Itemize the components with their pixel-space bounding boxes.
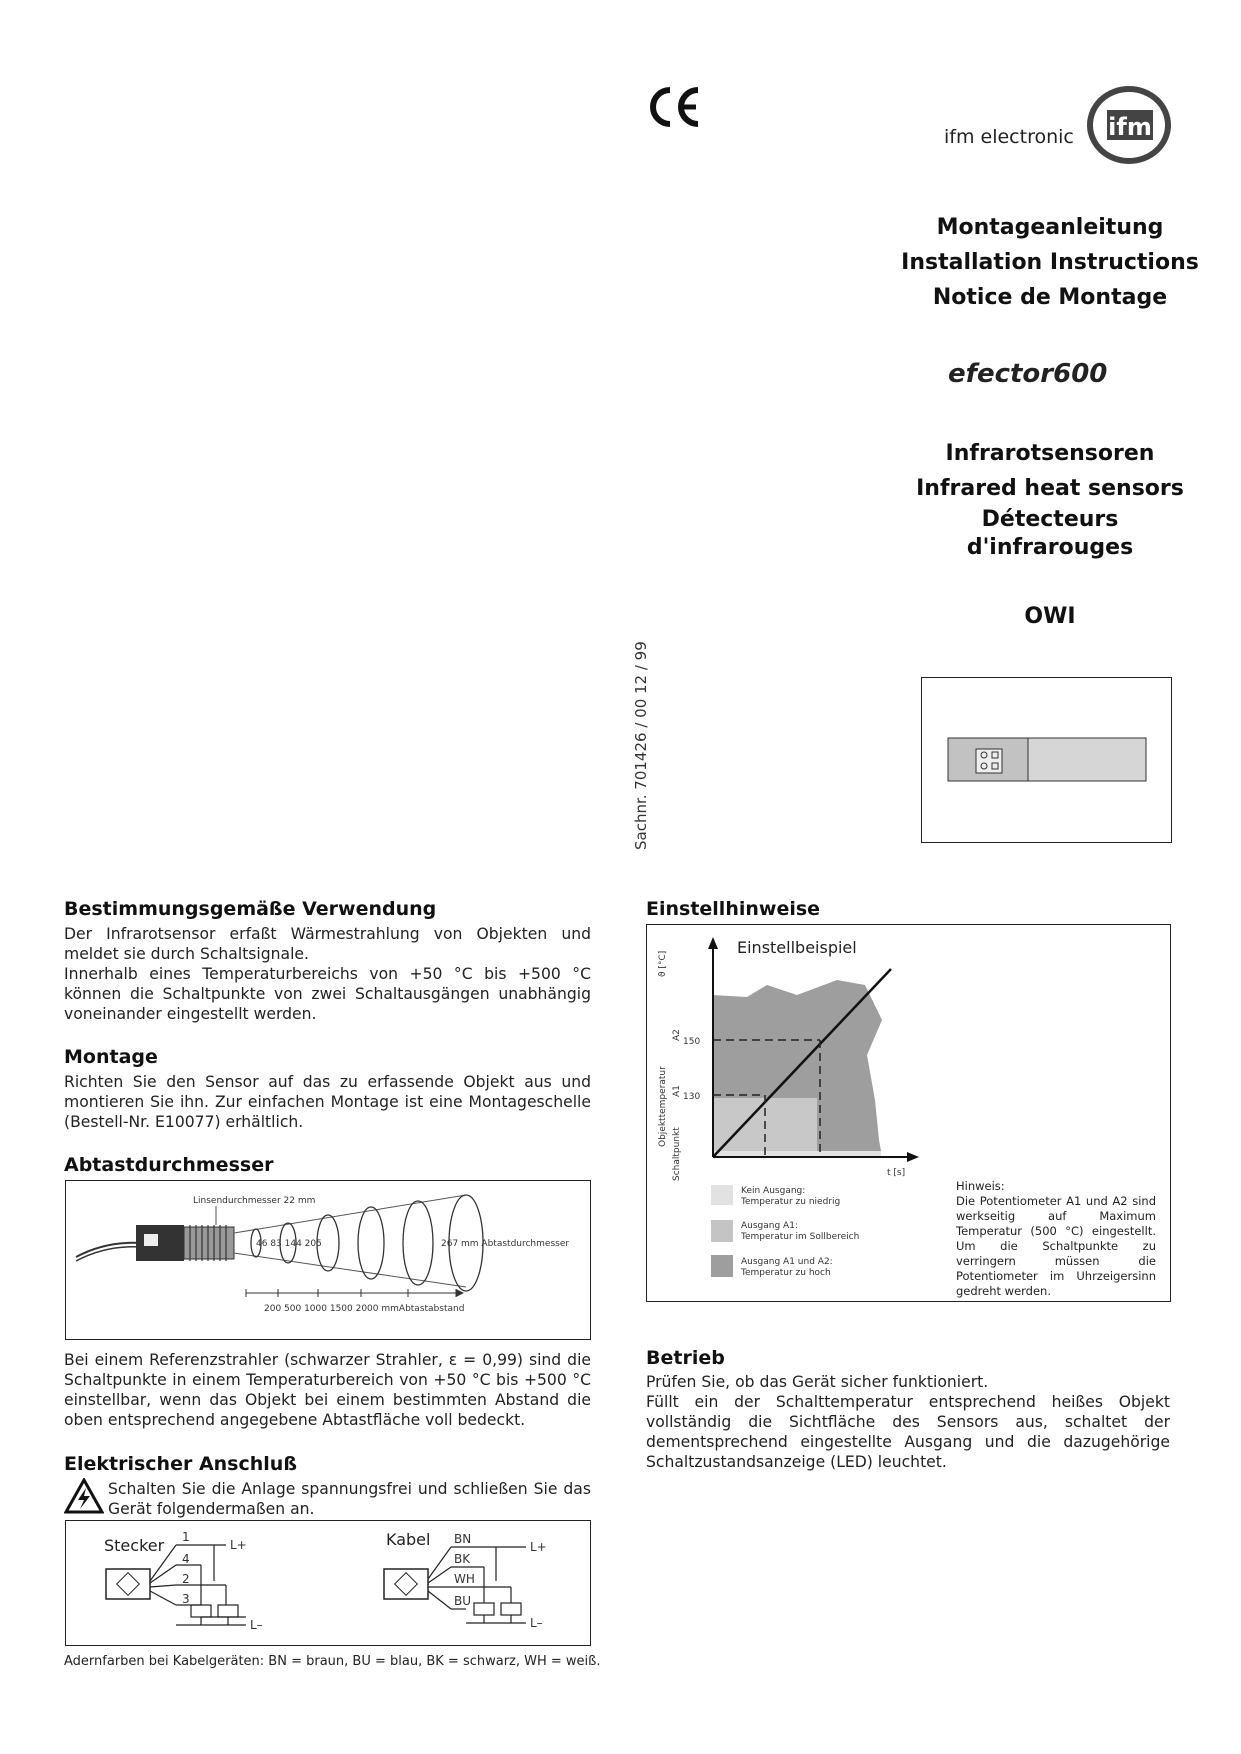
title-fr: Notice de Montage <box>932 285 1168 310</box>
svg-text:4: 4 <box>182 1552 190 1566</box>
a2-label: A2 <box>672 1029 682 1041</box>
product-en: Infrared heat sensors <box>916 476 1184 501</box>
a1-label: A1 <box>672 1085 682 1097</box>
heading-montage: Montage <box>64 1046 158 1068</box>
ylabel-long: Objekttemperatur <box>658 1066 668 1147</box>
svg-text:Kabel: Kabel <box>386 1530 431 1549</box>
chart-title: Einstellbeispiel <box>737 938 857 957</box>
ytick-150: 150 <box>683 1037 701 1047</box>
warning-icon <box>64 1478 104 1518</box>
svg-text:Linsendurchmesser 22 mm: Linsendurchmesser 22 mm <box>193 1196 316 1206</box>
text-betrieb: Prüfen Sie, ob das Gerät sicher funktioniert. Füllt ein der Schalttemperatur entsprechend heißes Objekt vollständig die Sichtfläche des Sensors aus, schaltet der dementsprechend eingestellte Ausgang und die dazugehörige Schaltzustandsanzeige (LED) leuchtet. <box>646 1373 1170 1471</box>
svg-text:L+: L+ <box>230 1538 247 1552</box>
ce-mark-icon <box>646 82 706 132</box>
wiring-diagram <box>65 1520 591 1646</box>
text-montage: Richten Sie den Sensor auf das zu erfassende Objekt aus und montieren Sie ihn. Zur einfachen Montage ist eine Montageschelle (Bestell-Nr. E10077) erhältlich. <box>64 1073 591 1131</box>
hint-text: Die Potentiometer A1 und A2 sind werkseitig auf Maximum Temperatur (500 °C) eingestellt. Um die Schaltpunkte zu verringern müssen die Potentiometer im Uhrzeigersinn gedreht werden. <box>956 1194 1156 1298</box>
sensor-image-icon <box>922 678 1171 842</box>
hint-box <box>956 1179 1156 1299</box>
svg-text:Ausgang A1 und A2:: Ausgang A1 und A2: <box>741 1257 833 1267</box>
text-bestimmung: Der Infrarotsensor erfaßt Wärmestrahlung von Objekten und meldet sie durch Schaltsignale. Innerhalb eines Temperaturbereichs von +50 °C bis +500 °C können die Schaltpunkte von zwei Schaltausgängen unabhängig voneinander eingestellt werden. <box>64 925 591 1023</box>
legend-swatch-2 <box>711 1255 733 1277</box>
xlabel: t [s] <box>887 1168 906 1178</box>
svg-text:BK: BK <box>454 1552 471 1566</box>
svg-text:Stecker: Stecker <box>104 1536 165 1555</box>
efector-logo <box>948 358 1144 392</box>
legend-swatch-0 <box>711 1185 733 1205</box>
product-titles <box>900 436 1200 562</box>
svg-text:ifm: ifm <box>1108 113 1152 141</box>
model-name: OWI <box>1024 604 1076 629</box>
text-warning: Schalten Sie die Anlage spannungsfrei und schließen Sie das Gerät folgendermaßen an. <box>108 1480 591 1518</box>
title-en: Installation Instructions <box>901 250 1199 275</box>
svg-text:3: 3 <box>182 1592 190 1606</box>
svg-text:267 mm Abtastdurchmesser: 267 mm Abtastdurchmesser <box>441 1239 570 1249</box>
ylabel-long2: Schaltpunkt <box>672 1127 682 1181</box>
product-image <box>921 677 1172 843</box>
svg-text:200 500 1000 1500 2000 mmAbtas: 200 500 1000 1500 2000 mmAbtastabstand <box>264 1304 465 1314</box>
wire-colors-footnote: Adernfarben bei Kabelgeräten: BN = braun, BU = blau, BK = schwarz, WH = weiß. <box>64 1654 601 1669</box>
svg-text:1: 1 <box>182 1530 190 1544</box>
title-de: Montageanleitung <box>936 215 1164 240</box>
heading-abtast: Abtastdurchmesser <box>64 1154 274 1176</box>
abtast-figure <box>65 1180 591 1340</box>
ifm-logo <box>1085 84 1173 170</box>
svg-text:46 83 144 205: 46 83 144 205 <box>256 1239 322 1249</box>
einstell-chart <box>646 924 1171 1302</box>
ifm-logo-icon <box>1085 84 1173 166</box>
svg-text:L+: L+ <box>530 1540 547 1554</box>
svg-text:WH: WH <box>454 1572 475 1586</box>
product-de: Infrarotsensoren <box>945 441 1155 466</box>
text-abtast: Bei einem Referenzstrahler (schwarzer Strahler, ε = 0,99) sind die Schaltpunkte in einem Temperaturbereich von +50 °C bis +500 °C einstellbar, wenn das Objekt bei einem bestimmten Abstand die oben entsprechend angegebene Abtastfläche voll bedeckt. <box>64 1351 591 1429</box>
heading-bestimmung: Bestimmungsgemäße Verwendung <box>64 898 437 920</box>
svg-text:L–: L– <box>250 1618 263 1632</box>
svg-text:Kein Ausgang:: Kein Ausgang: <box>741 1186 806 1196</box>
ce-mark <box>646 82 706 136</box>
svg-text:2: 2 <box>182 1572 190 1586</box>
legend <box>711 1185 859 1278</box>
svg-text:Temperatur zu niedrig: Temperatur zu niedrig <box>741 1197 841 1207</box>
hint-title: Hinweis: <box>956 1179 1005 1193</box>
document-titles <box>900 210 1200 315</box>
product-fr-1: Détecteurs <box>981 507 1119 532</box>
svg-text:BU: BU <box>454 1594 472 1608</box>
heading-einstell: Einstellhinweise <box>646 898 821 920</box>
article-number: Sachnr. 701426 / 00 12 / 99 <box>632 641 650 850</box>
ylabel: ϑ [°C] <box>658 950 668 977</box>
svg-text:Temperatur zu hoch: Temperatur zu hoch <box>741 1268 831 1278</box>
heading-anschluss: Elektrischer Anschluß <box>64 1453 297 1475</box>
svg-text:Ausgang A1:: Ausgang A1: <box>741 1221 798 1231</box>
svg-text:BN: BN <box>454 1532 472 1546</box>
svg-text:L–: L– <box>530 1616 543 1630</box>
svg-text:efector600: efector600 <box>948 359 1108 388</box>
heading-betrieb: Betrieb <box>646 1347 725 1369</box>
ytick-130: 130 <box>683 1092 701 1102</box>
svg-text:Temperatur im Sollbereich: Temperatur im Sollbereich <box>741 1232 860 1242</box>
ifm-brand-text: ifm electronic <box>944 126 1074 148</box>
legend-swatch-1 <box>711 1220 733 1242</box>
product-fr-2: d'infrarouges <box>966 535 1134 560</box>
